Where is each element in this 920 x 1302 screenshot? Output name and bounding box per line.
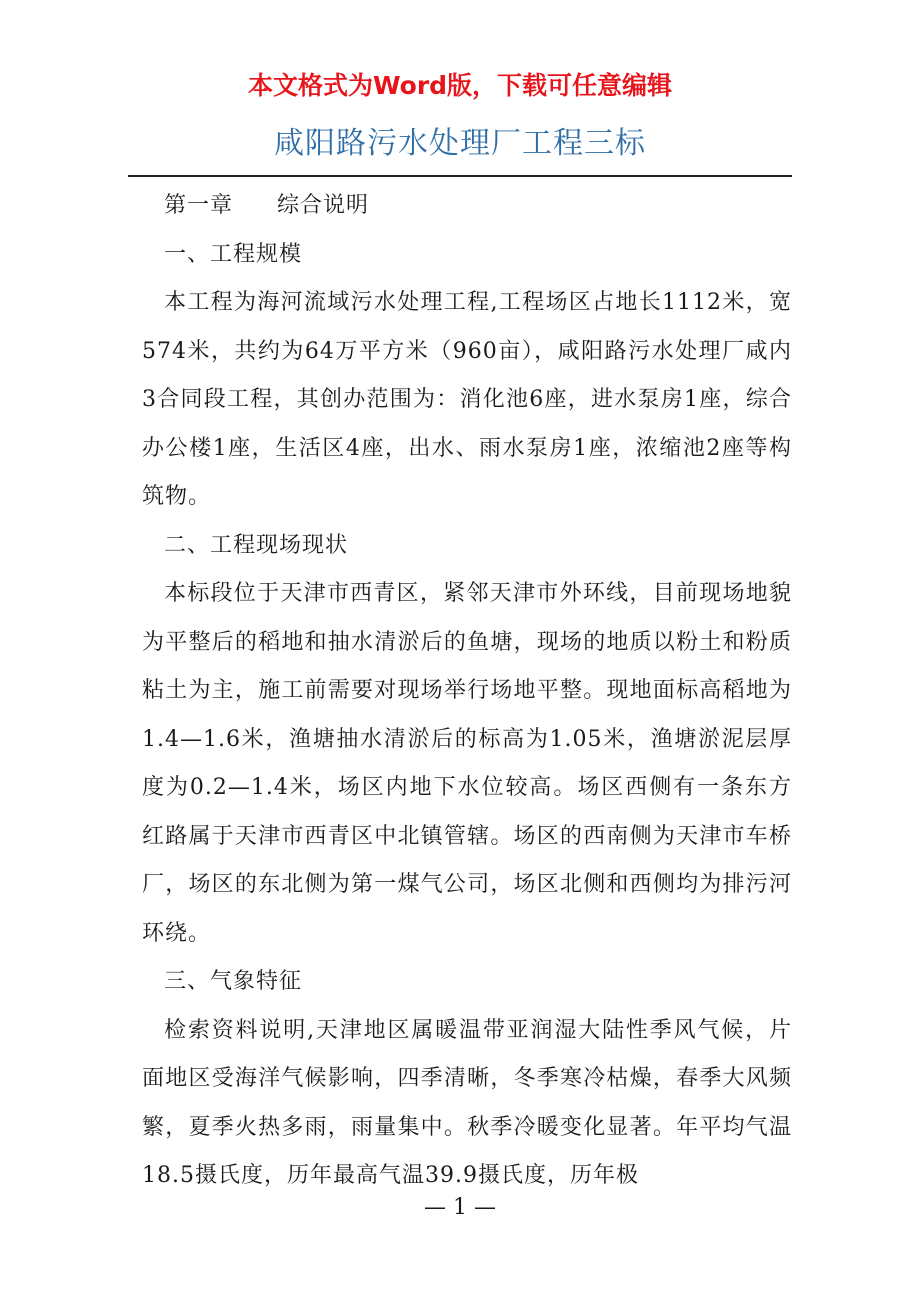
document-body — [142, 182, 792, 1201]
section-paragraph-climate: 检索资料说明,天津地区属暖温带亚润湿大陆性季风气候，片面地区受海洋气候影响，四季清晰，冬季寒冷枯燥，春季大风频繁，夏季火热多雨，雨量集中。秋季冷暖变化显著。年平均气温18.5摄氏度，历年最高气温39.9摄氏度，历年极 — [142, 1017, 792, 1188]
title-divider — [128, 175, 792, 177]
section-heading-scale: 一、工程规模 — [164, 241, 303, 267]
chapter-label: 第一章 — [164, 193, 234, 218]
chapter-name: 综合说明 — [277, 193, 370, 218]
section-paragraph-scale: 本工程为海河流域污水处理工程,工程场区占地长1112米，宽574米，共约为64万平方米（960亩），咸阳路污水处理厂咸内3合同段工程，其创办范围为：消化池6座，进水泵房1座，综合办公楼1座，生活区4座，出水、雨水泵房1座，浓缩池2座等构筑物。 — [142, 290, 792, 509]
promo-banner: 本文格式为Word版，下载可任意编辑 — [247, 71, 673, 100]
document-title: 咸阳路污水处理厂工程三标 — [274, 126, 646, 161]
section-heading-climate: 三、气象特征 — [164, 969, 303, 994]
page-number: — 1 — — [424, 1195, 496, 1220]
section-paragraph-site-status: 本标段位于天津市西青区，紧邻天津市外环线，目前现场地貌为平整后的稻地和抽水清淤后的鱼塘，现场的地质以粉土和粉质粘土为主，施工前需要对现场举行场地平整。现地面标高稻地为1.4—1.6米，渔塘抽水清淤后的标高为1.05米，渔塘淤泥层厚度为0.2—1.4米，场区内地下水位较高。场区西侧有一条东方红路属于天津市西青区中北镇管辖。场区的西南侧为天津市车桥厂，场区的东北侧为第一煤气公司，场区北侧和西侧均为排污河环绕。 — [142, 581, 792, 946]
chapter-heading — [142, 182, 792, 231]
section-heading-site-status: 二、工程现场现状 — [164, 532, 349, 558]
